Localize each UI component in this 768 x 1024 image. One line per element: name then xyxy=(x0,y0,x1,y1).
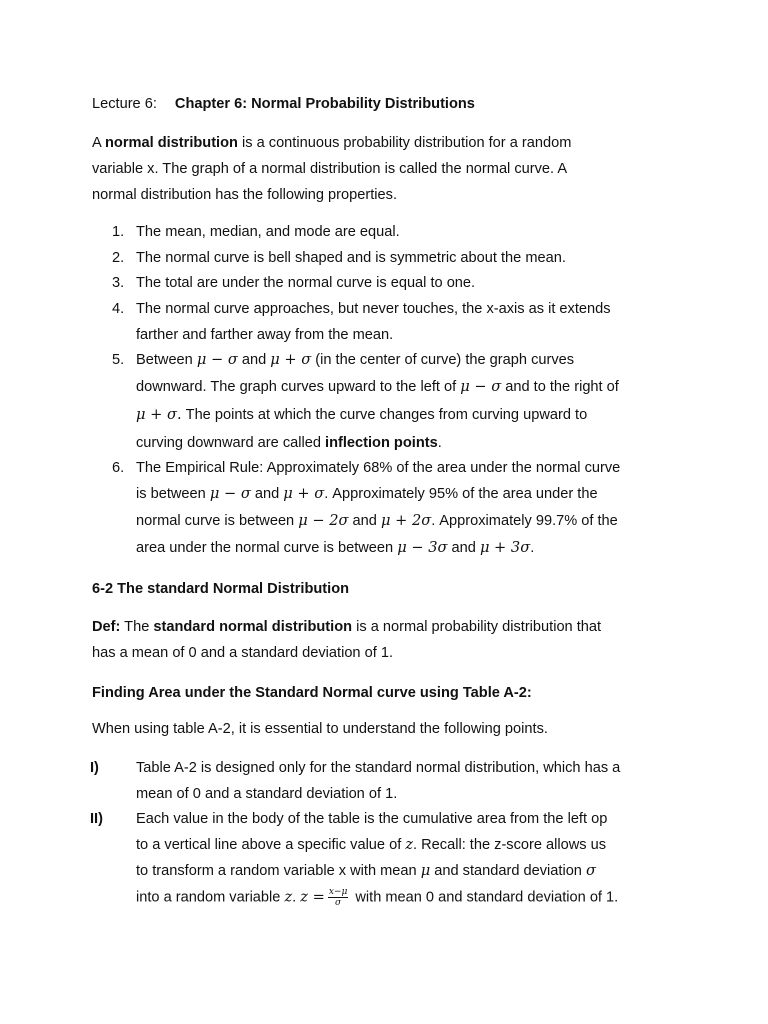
math-expression: μ + σ xyxy=(270,351,312,368)
intro-line-1: A normal distribution is a continuous probability distribution for a random xyxy=(92,135,572,151)
intro-line-2: variable x. The graph of a normal distribution is called the normal curve. A xyxy=(92,161,568,177)
list-item-continued: is between μ − σ and μ + σ. Approximately 95% of the area under the xyxy=(136,485,598,502)
list-item-continued: farther and farther away from the mean. xyxy=(136,327,394,343)
list-item-continued: to a vertical line above a specific value of z. Recall: the z-score allows us xyxy=(136,836,607,853)
math-variable: z xyxy=(405,836,414,853)
list-item: The mean, median, and mode are equal. xyxy=(136,224,400,240)
def-label: Def: xyxy=(92,619,121,635)
list-item-continued: area under the normal curve is between μ − 3σ and μ + 3σ. xyxy=(136,539,535,556)
list-item: The normal curve is bell shaped and is symmetric about the mean. xyxy=(136,250,566,266)
math-expression: μ − σ xyxy=(196,351,238,368)
math-expression: μ − 3σ xyxy=(397,539,448,556)
math-expression: μ + 2σ xyxy=(380,512,432,529)
list-number: 2. xyxy=(112,250,125,266)
intro-line-3: normal distribution has the following properties. xyxy=(92,187,398,203)
fraction-numerator: x−μ xyxy=(328,887,348,897)
math-variable: z xyxy=(284,888,293,906)
list-item-continued: mean of 0 and a standard deviation of 1. xyxy=(136,786,398,802)
section-heading: 6-2 The standard Normal Distribution xyxy=(92,581,350,597)
math-expression: μ + σ xyxy=(283,485,325,502)
math-expression: μ − σ xyxy=(209,485,251,502)
math-expression: μ − σ xyxy=(460,378,502,395)
z-score-fraction xyxy=(328,887,348,908)
lecture-header xyxy=(92,94,475,114)
when-using-paragraph: When using table A-2, it is essential to understand the following points. xyxy=(92,721,548,737)
list-number: 1. xyxy=(112,224,125,240)
definition-line-1: Def: The standard normal distribution is a normal probability distribution that xyxy=(92,619,602,635)
list-number: 4. xyxy=(112,301,125,317)
math-variable: μ xyxy=(420,862,431,879)
list-item-continued: to transform a random variable x with mean μ and standard deviation σ xyxy=(136,862,596,879)
math-expression: μ − 2σ xyxy=(298,512,349,529)
math-variable: σ xyxy=(585,862,596,879)
list-item: Table A-2 is designed only for the standard normal distribution, which has a xyxy=(136,760,621,776)
list-number: 3. xyxy=(112,275,125,291)
math-expression: μ + σ. xyxy=(136,406,182,423)
list-item: Between μ − σ and μ + σ (in the center of curve) the graph curves xyxy=(136,351,575,368)
finding-area-heading: Finding Area under the Standard Normal curve using Table A-2: xyxy=(92,685,532,701)
roman-numeral: I) xyxy=(90,760,99,776)
definition-line-2: has a mean of 0 and a standard deviation of 1. xyxy=(92,645,394,661)
list-item-continued: curving downward are called inflection points. xyxy=(136,435,442,451)
list-item-continued: into a random variable z. z = $\frac{x-\mu}{\sigma}$ with mean 0 and standard deviation of 1. xyxy=(136,887,619,908)
lecture-label: Lecture 6: xyxy=(92,96,157,112)
list-item-continued: μ + σ. The points at which the curve changes from curving upward to xyxy=(136,406,588,423)
list-item: The normal curve approaches, but never touches, the x-axis as it extends xyxy=(136,301,611,317)
normal-distribution-term: normal distribution xyxy=(104,135,238,151)
list-number: 5. xyxy=(112,352,125,368)
roman-numeral: II) xyxy=(90,811,103,827)
z-score-formula: z = xyxy=(300,888,325,906)
list-item: Each value in the body of the table is the cumulative area from the left op xyxy=(136,811,608,827)
list-number: 6. xyxy=(112,460,125,476)
math-expression: μ + 3σ xyxy=(479,539,531,556)
inflection-points-term: inflection points xyxy=(325,435,438,451)
list-item-continued: normal curve is between μ − 2σ and μ + 2σ. Approximately 99.7% of the xyxy=(136,512,618,529)
list-item: The Empirical Rule: Approximately 68% of the area under the normal curve xyxy=(136,460,621,476)
standard-normal-term: standard normal distribution xyxy=(153,619,353,635)
chapter-title: Chapter 6: Normal Probability Distributions xyxy=(174,96,475,112)
fraction-denominator: σ xyxy=(334,898,342,908)
list-item-continued: downward. The graph curves upward to the left of μ − σ and to the right of xyxy=(136,378,619,395)
list-item: The total are under the normal curve is equal to one. xyxy=(136,275,476,291)
